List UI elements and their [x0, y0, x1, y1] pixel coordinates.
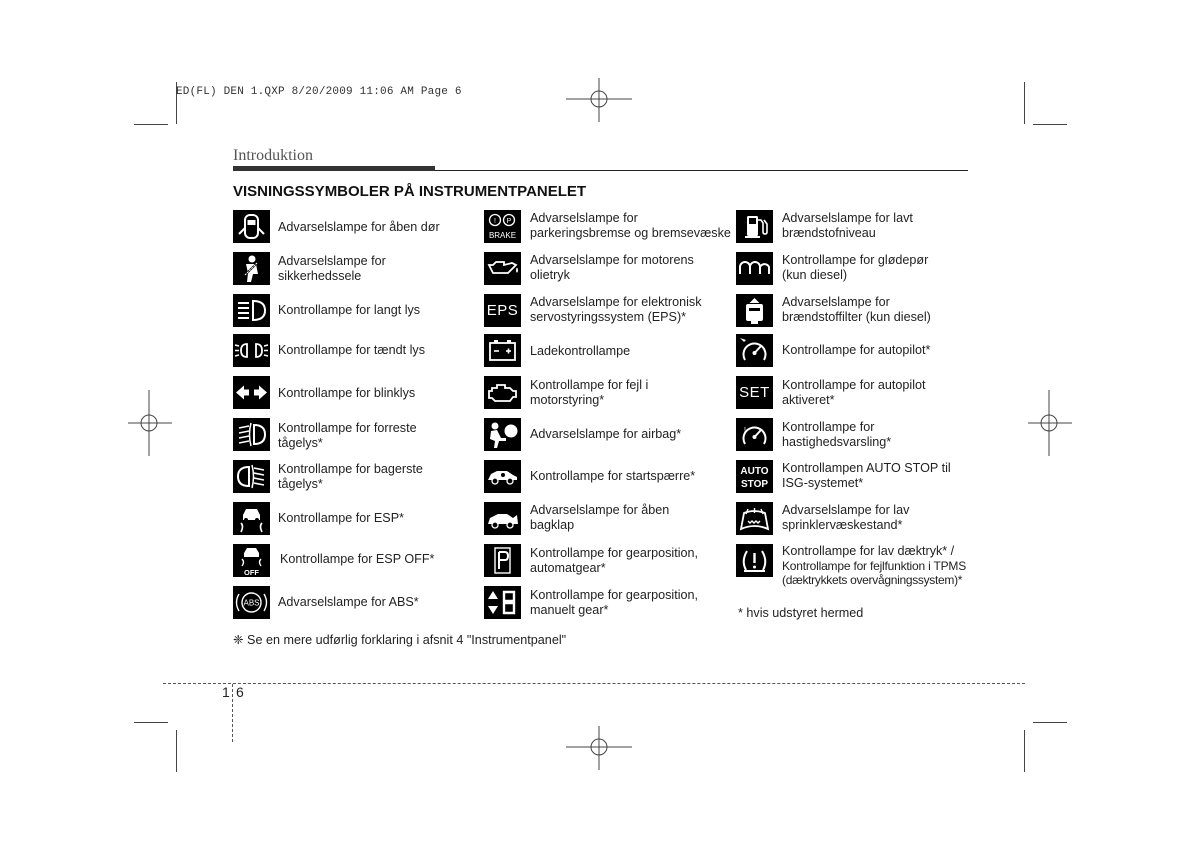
crop-mark	[134, 722, 168, 723]
list-item-label: Kontrollampe for bagerste tågelys*	[278, 462, 423, 491]
crop-mark	[1024, 730, 1025, 772]
immobilizer-icon	[484, 460, 521, 493]
position-light-icon	[233, 334, 270, 367]
svg-text:AUTO: AUTO	[740, 466, 769, 477]
svg-text:ABS: ABS	[243, 598, 260, 608]
gear-position-manual-icon	[484, 586, 521, 619]
crop-mark	[1033, 722, 1067, 723]
page-number-chapter: 1	[222, 684, 230, 700]
crop-mark	[1033, 124, 1067, 125]
svg-text:!: !	[494, 217, 496, 225]
registration-mark-right	[1028, 390, 1072, 456]
trunk-open-icon	[484, 502, 521, 535]
page-number: 6	[236, 684, 244, 700]
engine-check-icon	[484, 376, 521, 409]
list-item-label: Kontrollampe for gearposition, automatgear*	[530, 546, 699, 575]
list-item-label: Advarselslampe for elektronisk servostyringssystem (EPS)*	[530, 295, 702, 324]
svg-text:P: P	[506, 217, 512, 225]
airbag-icon	[484, 418, 521, 451]
svg-text:!: !	[744, 427, 746, 434]
registration-mark-top	[566, 78, 632, 122]
crop-mark	[134, 124, 168, 125]
esp-icon	[233, 502, 270, 535]
svg-text:OFF: OFF	[244, 568, 259, 577]
crop-mark	[1024, 82, 1025, 124]
list-item-label: Advarselslampe for åben dør	[278, 220, 440, 234]
gear-position-auto-icon	[484, 544, 521, 577]
header-rule-accent	[233, 166, 435, 171]
svg-text:STOP: STOP	[740, 479, 769, 490]
fuel-filter-icon	[736, 294, 773, 327]
brake-icon	[484, 210, 521, 243]
list-item-label: Kontrollampe for blinklys	[278, 386, 416, 400]
list-item-label: Advarselslampe for parkeringsbremse og bremsevæske	[530, 211, 731, 240]
seat-belt-icon	[233, 252, 270, 285]
footer-rule	[163, 683, 1025, 684]
list-item-label: Advarselslampe for lavt brændstofniveau	[782, 211, 913, 240]
page-number-separator	[232, 684, 233, 742]
list-item-label: Kontrollampe for fejl i motorstyring*	[530, 378, 649, 407]
registration-mark-bottom	[566, 726, 632, 770]
list-item-label: Kontrollampe for forreste tågelys*	[278, 421, 417, 450]
svg-text:BRAKE: BRAKE	[488, 231, 517, 240]
crop-mark	[176, 730, 177, 772]
list-item-label: Kontrollampe for ESP OFF*	[280, 552, 435, 566]
list-item-label: Kontrollampe for lav dæktryk* / Kontrollampe for fejlfunktion i TPMS (dæktrykkets overvågningssystem)*	[782, 544, 966, 587]
page-header-title: Introduktion	[233, 147, 313, 164]
door-open-icon	[233, 210, 270, 243]
front-fog-icon	[233, 418, 270, 451]
glow-plug-icon	[736, 252, 773, 285]
registration-mark-left	[128, 390, 172, 456]
abs-icon	[233, 586, 270, 619]
oil-pressure-icon	[484, 252, 521, 285]
list-item-label: Kontrollampe for autopilot*	[782, 343, 931, 357]
speed-warning-icon	[736, 418, 773, 451]
list-item-label: Kontrollampe for tændt lys	[278, 343, 425, 357]
list-item-label: Advarselslampe for åben bagklap	[530, 503, 670, 532]
list-item-label: Kontrollampe for autopilot aktiveret*	[782, 378, 926, 407]
list-item-label: Advarselslampe for sikkerhedssele	[278, 254, 386, 283]
list-item-label: Advarselslampe for brændstoffilter (kun diesel)	[782, 295, 931, 324]
list-item-label: Kontrollampe for ESP*	[278, 511, 404, 525]
turn-signal-icon	[233, 376, 270, 409]
eps-icon: EPS	[484, 294, 521, 327]
equipment-note: * hvis udstyret hermed	[738, 606, 864, 620]
list-item-label: Kontrollampe for gearposition, manuelt gear*	[530, 588, 699, 617]
esp-off-icon	[233, 544, 270, 577]
washer-fluid-icon	[736, 502, 773, 535]
list-item-label: Advarselslampe for airbag*	[530, 427, 682, 441]
cruise-set-icon: SET	[736, 376, 773, 409]
list-item-label: Advarselslampe for ABS*	[278, 595, 419, 609]
list-item-label: Kontrollampe for glødерør (kun diesel)	[782, 253, 929, 282]
fuel-level-icon	[736, 210, 773, 243]
list-item-label: Kontrollampe for startspærre*	[530, 469, 696, 483]
print-slug: ED(FL) DEN 1.QXP 8/20/2009 11:06 AM Page 6	[176, 86, 462, 98]
list-item-label: Kontrollampen AUTO STOP til ISG-systemet*	[782, 461, 951, 490]
list-item-label: Advarselslampe for lav sprinklervæskestand*	[782, 503, 910, 532]
high-beam-icon	[233, 294, 270, 327]
battery-icon	[484, 334, 521, 367]
list-item-label: Advarselslampe for motorens olietryk	[530, 253, 694, 282]
auto-stop-icon	[736, 460, 773, 493]
list-item-label: Kontrollampe for hastighedsvarsling*	[782, 420, 892, 449]
tpms-icon	[736, 544, 773, 577]
footnote: ❈ Se en mere udførlig forklaring i afsnit 4 "Instrumentpanel"	[233, 633, 567, 647]
section-heading: VISNINGSSYMBOLER PÅ INSTRUMENTPANELET	[233, 183, 587, 200]
list-item-label: Ladekontrollampe	[530, 344, 631, 358]
cruise-control-icon	[736, 334, 773, 367]
list-item-label: Kontrollampe for langt lys	[278, 303, 421, 317]
rear-fog-icon	[233, 460, 270, 493]
